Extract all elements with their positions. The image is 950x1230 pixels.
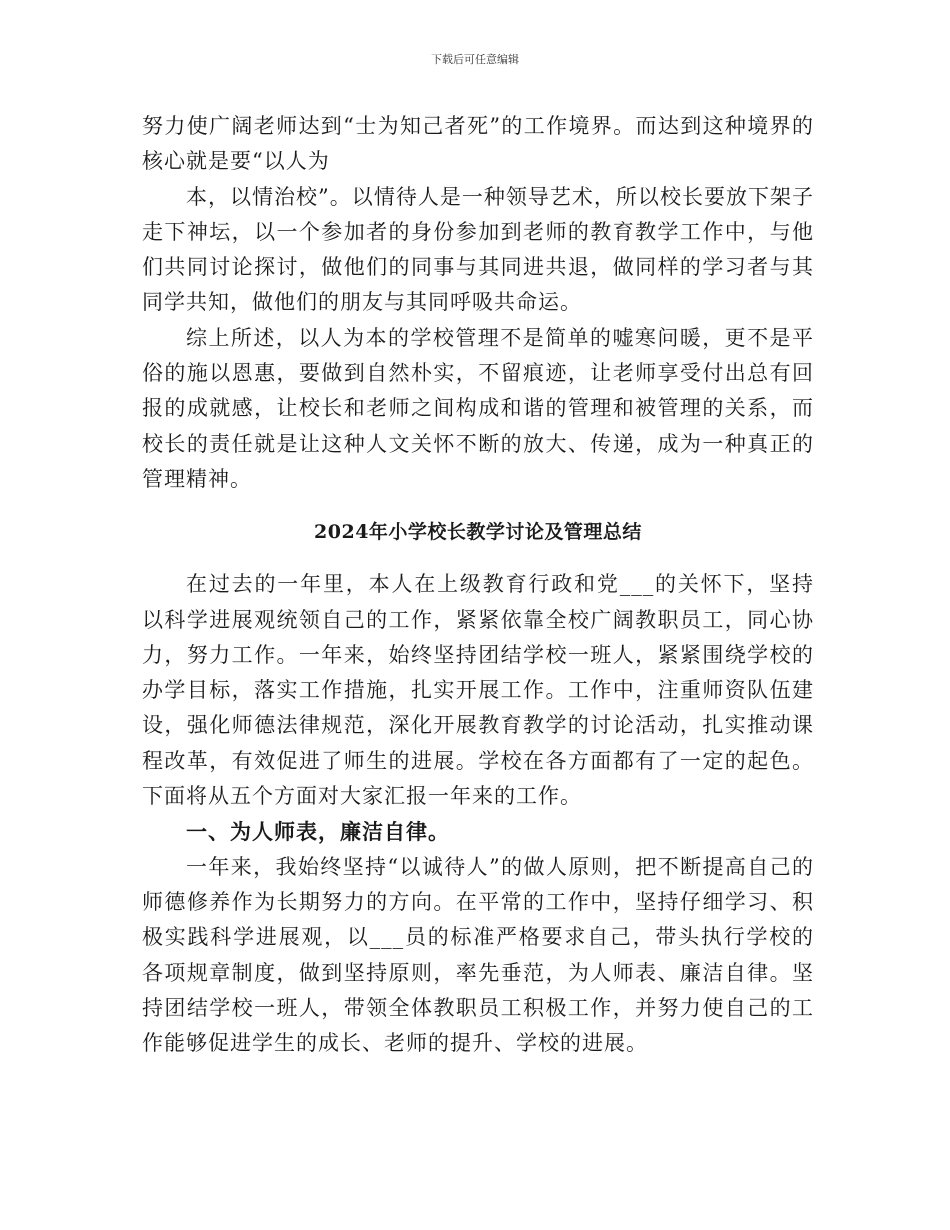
document-body bbox=[142, 109, 814, 1061]
paragraph-ethics: 一年来，我始终坚持“以诚待人”的做人原则，把不断提高自己的师德修养作为长期努力的方向。在平常的工作中，坚持仔细学习、积极实践科学进展观，以___员的标准严格要求自己，带头执行学校的各项规章制度，做到坚持原则，率先垂范，为人师表、廉洁自律。坚持团结学校一班人，带领全体教职员工积极工作，并努力使自己的工作能够促进学生的成长、老师的提升、学校的进展。 bbox=[142, 854, 814, 1056]
paragraph-conclusion: 综上所述，以人为本的学校管理不是简单的嘘寒问暖，更不是平俗的施以恩惠，要做到自然朴实，不留痕迹，让老师享受付出总有回报的成就感，让校长和老师之间构成和谐的管理和被管理的关系，而校长的责任就是让这种人文关怀不断的放大、传递，成为一种真正的管理精神。 bbox=[142, 325, 814, 491]
section-title: 2024年小学校长教学讨论及管理总结 bbox=[314, 521, 642, 544]
paragraph-people-oriented: 本，以情治校”。以情待人是一种领导艺术，所以校长要放下架子走下神坛，以一个参加者的身份参加到老师的教育教学工作中，与他们共同讨论探讨，做他们的同事与其同进共退，做同样的学习者与其同学共知，做他们的朋友与其同呼吸共命运。 bbox=[142, 184, 814, 315]
paragraph-introduction: 在过去的一年里，本人在上级教育行政和党___的关怀下，坚持以科学进展观统领自己的工作，紧紧依靠全校广阔教职员工，同心协力，努力工作。一年来，始终坚持团结学校一班人，紧紧围绕学校的办学目标，落实工作措施，扎实开展工作。工作中，注重师资队伍建设，强化师德法律规范，深化开展教育教学的讨论活动，扎实推动课程改革，有效促进了师生的进展。学校在各方面都有了一定的起色。下面将从五个方面对大家汇报一年来的工作。 bbox=[142, 572, 814, 809]
paragraph-continuation: 努力使广阔老师达到“士为知己者死”的工作境界。而达到这种境界的核心就是要“以人为 bbox=[142, 114, 814, 174]
section-heading-1: 一、为人师表，廉洁自律。 bbox=[186, 819, 450, 845]
page-header-note: 下载后可任意编辑 bbox=[431, 53, 519, 66]
